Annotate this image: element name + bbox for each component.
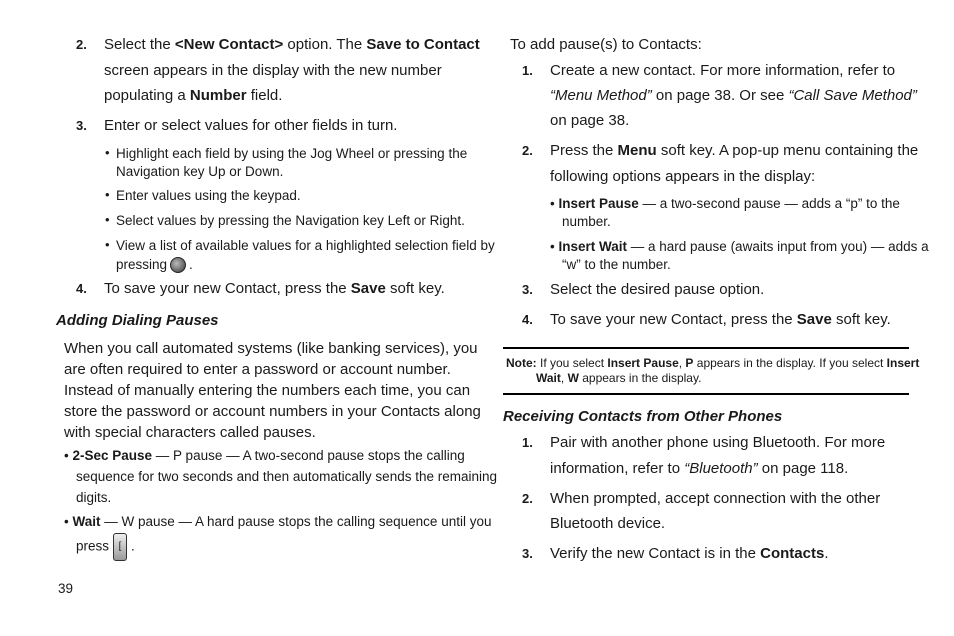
page-number: 39 [58,581,74,596]
bullet-text: View a list of available values for a highlighted selection field by [116,238,495,253]
step-text: screen appears in the display with the new number [104,62,442,79]
step-text: Select the <New Contact> option. The Save to Contact [104,36,480,53]
step-number: 3. [522,546,533,561]
paragraph-line: store the password or account numbers in your Contacts along [64,403,481,420]
step-text: Pair with another phone using Bluetooth. For more [550,434,886,451]
step-text: To save your new Contact, press the Save soft key. [104,280,445,297]
step-text: Verify the new Contact is in the Contacts. [550,545,829,562]
option-item: number. [562,214,611,229]
pause-key-icon: [ [113,533,127,561]
bullet-text: Navigation key Up or Down. [116,164,284,179]
bullet: • [105,187,110,202]
step-number: 1. [522,63,533,78]
bullet-text: pressing . [116,257,193,272]
note-top-rule [503,347,909,349]
step-number: 2. [76,37,87,52]
pause-item: digits. [76,490,112,505]
jog-wheel-icon [170,257,186,273]
intro-text: To add pause(s) to Contacts: [510,36,702,53]
step-number: 2. [522,143,533,158]
bullet-text: Highlight each field by using the Jog Wheel or pressing the [116,146,468,161]
pause-item: sequence for two seconds and then automatically sends the remaining [76,469,498,484]
step-number: 4. [76,281,87,296]
step-text: on page 38. [550,112,630,129]
option-item: • Insert Wait — a hard pause (awaits input from you) — adds a [550,239,929,254]
step-number: 4. [522,312,533,327]
note-text: Wait, W appears in the display. [536,371,702,385]
pause-item: press [ . [76,533,135,561]
step-text: When prompted, accept connection with the other [550,490,881,507]
section-heading: Receiving Contacts from Other Phones [503,408,783,425]
step-number: 2. [522,491,533,506]
step-text: Create a new contact. For more information, refer to [550,62,896,79]
step-text: “Menu Method” on page 38. Or see “Call Save Method” [550,87,917,104]
step-text: Select the desired pause option. [550,281,765,298]
paragraph-line: Instead of manually entering the numbers each time, you can [64,382,471,399]
option-item: • Insert Pause — a two-second pause — adds a “p” to the [550,196,900,211]
step-text: Bluetooth device. [550,515,666,532]
section-heading: Adding Dialing Pauses [56,312,219,329]
step-number: 3. [522,282,533,297]
paragraph-line: When you call automated systems (like banking services), you [64,340,478,357]
step-text: populating a Number field. [104,87,283,104]
bullet: • [105,145,110,160]
bullet: • [105,237,110,252]
step-text: following options appears in the display: [550,168,816,185]
paragraph-line: are often required to enter a password or account number. [64,361,451,378]
step-number: 1. [522,435,533,450]
step-text: Enter or select values for other fields in turn. [104,117,398,134]
option-item: “w” to the number. [562,257,671,272]
note-bottom-rule [503,393,909,395]
step-text: To save your new Contact, press the Save soft key. [550,311,891,328]
step-text: information, refer to “Bluetooth” on page 118. [550,460,849,477]
note-text: Note: If you select Insert Pause, P appears in the display. If you select Insert [506,356,920,370]
pause-item: • 2-Sec Pause — P pause — A two-second pause stops the calling [64,448,465,463]
paragraph-line: with special characters called pauses. [64,424,316,441]
bullet: • [105,212,110,227]
bullet-text: Select values by pressing the Navigation key Left or Right. [116,213,465,228]
step-text: Press the Menu soft key. A pop-up menu containing the [550,142,919,159]
bullet-text: Enter values using the keypad. [116,188,301,203]
step-number: 3. [76,118,87,133]
pause-item: • Wait — W pause — A hard pause stops the calling sequence until you [64,514,492,529]
